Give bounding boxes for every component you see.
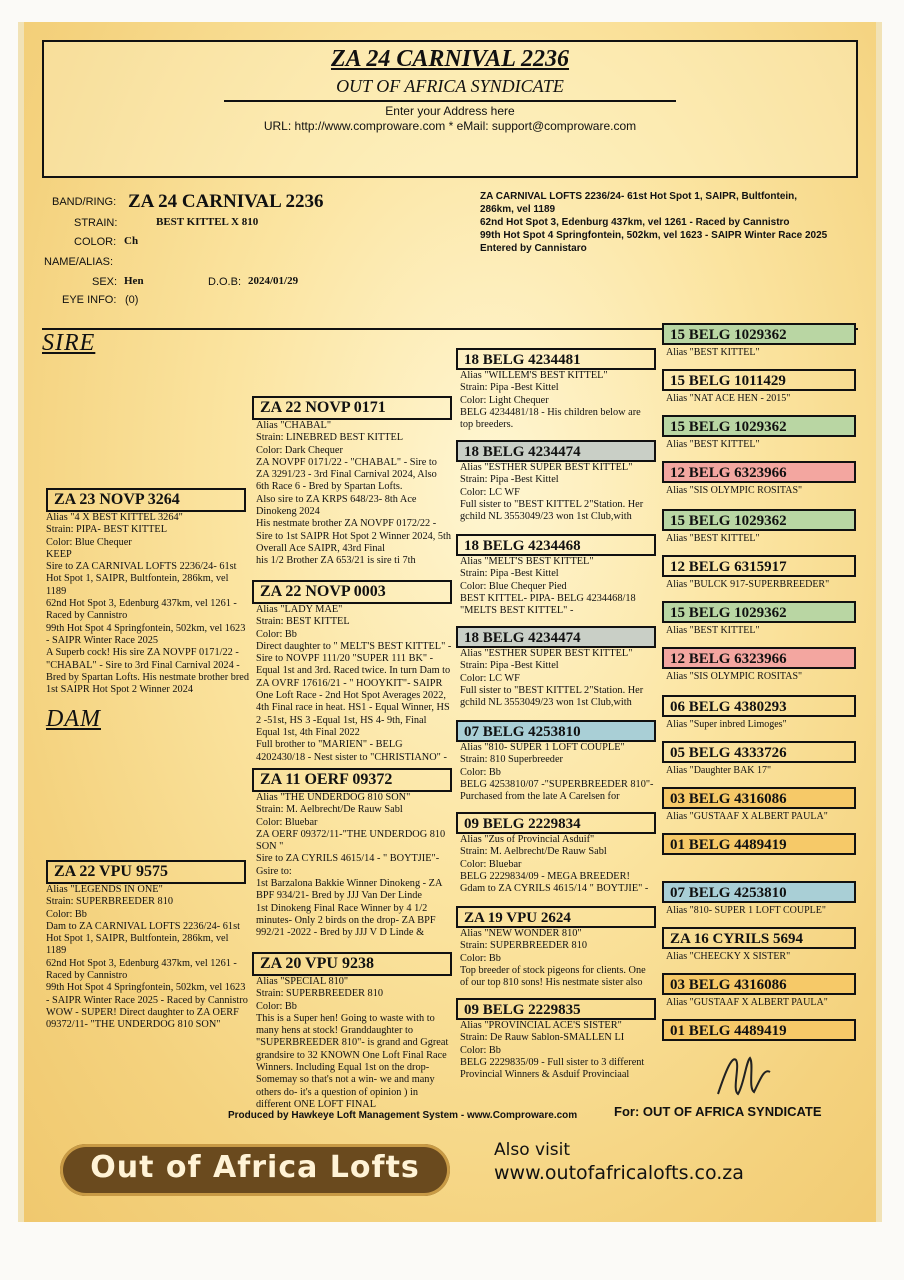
gen3-details-5: Alias "810- SUPER 1 LOFT COUPLE" Strain: 810 Superbreeder Color: Bb BELG 4253810/07 -"SUPERBREEDER 810"- Purchased from the late A Carelsen for xyxy=(460,742,654,803)
gen2-band-2: ZA 22 NOVP 0003 xyxy=(252,580,452,604)
gen3-band-2: 18 BELG 4234474 xyxy=(456,440,656,462)
name-label: NAME/ALIAS: xyxy=(44,256,114,268)
gen4-band-4: 12 BELG 6323966 xyxy=(662,461,856,483)
gen4-band-12: 01 BELG 4489419 xyxy=(662,833,856,855)
page-subtitle: OUT OF AFRICA SYNDICATE xyxy=(336,76,564,96)
gen2-details-4: Alias "SPECIAL 810" Strain: SUPERBREEDER 810 Color: Bb This is a Super hen! Going to waste with to many hens at stock! Granddaughter to "SUPERBREEDER 810"- is grand and Ggreat grandsire to 32 KNOWN One Loft Final Race Winners. Including Equal 1st on the drop- Somemay so that's not a win- we and many others do- it's a question of opinion ) in different ONE LOFT FINAL xyxy=(256,976,449,1110)
gen4-band-2: 15 BELG 1011429 xyxy=(662,369,856,391)
gen4-band-16: 01 BELG 4489419 xyxy=(662,1019,856,1041)
gen3-details-7: Alias "NEW WONDER 810" Strain: SUPERBREEDER 810 Color: Bb Top breeder of stock pigeons for clients. One of our top 810 sons! His nestmate sister also xyxy=(460,928,646,989)
sex-label: SEX: xyxy=(92,276,118,288)
gen4-alias-6: Alias "BULCK 917-SUPERBREEDER" xyxy=(666,579,830,590)
gen3-band-6: 09 BELG 2229834 xyxy=(456,812,656,834)
gen4-band-15: 03 BELG 4316086 xyxy=(662,973,856,995)
dob-label: D.O.B: xyxy=(208,276,242,288)
gen2-band-3: ZA 11 OERF 09372 xyxy=(252,768,452,792)
gen3-band-8: 09 BELG 2229835 xyxy=(456,998,656,1020)
race-results: ZA CARNIVAL LOFTS 2236/24- 61st Hot Spot 1, SAIPR, Bultfontein, 286km, vel 1189 62nd Hot Spot 3, Edenburg 437km, vel 1261 - Raced by Cannistro 99th Hot Spot 4 Springfontein, 502km, vel 1623 - SAIPR Winter Race 2025 Entered by Cannistaro xyxy=(480,191,828,254)
out-of-africa-lofts-logo xyxy=(60,1144,450,1196)
gen3-details-1: Alias "WILLEM'S BEST KITTEL" Strain: Pipa -Best Kittel Color: Light Chequer BELG 4234481/18 - His children below are top breeders. xyxy=(460,370,641,431)
dam-band: ZA 22 VPU 9575 xyxy=(46,860,246,884)
gen2-details-3: Alias "THE UNDERDOG 810 SON" Strain: M. Aelbrecht/De Rauw Sabl Color: Bluebar ZA OERF 09372/11-"THE UNDERDOG 810 SON " Sire to ZA CYRILS 4615/14 - " BOYTJIE"- Gsire to: 1st Barzalona Bakkie Winner Dinokeng - ZA BPF 934/21- Bred by JJJ Van Der Linde 1st Dinokeng Final Race Winner by 4 1/2 minutes- Only 2 birds on the drop- ZA BPF 992/21 -2022 - Bred by JJJ V D Linde & xyxy=(256,792,446,939)
gen4-alias-5: Alias "BEST KITTEL" xyxy=(666,533,760,544)
strain-label: STRAIN: xyxy=(74,217,118,229)
gen4-alias-4: Alias "SIS OLYMPIC ROSITAS" xyxy=(666,485,803,496)
gen4-band-10: 05 BELG 4333726 xyxy=(662,741,856,763)
gen4-alias-15: Alias "GUSTAAF X ALBERT PAULA" xyxy=(666,997,828,1008)
address-line: Enter your Address here xyxy=(385,104,515,118)
website-link[interactable]: www.outofafricalofts.co.za xyxy=(494,1162,744,1184)
gen4-band-1: 15 BELG 1029362 xyxy=(662,323,856,345)
gen3-details-3: Alias "MELT'S BEST KITTEL" Strain: Pipa -Best Kittel Color: Blue Chequer Pied BEST KITTEL- PIPA- BELG 4234468/18 "MELTS BEST KITTEL" - xyxy=(460,556,636,617)
gen4-band-14: ZA 16 CYRILS 5694 xyxy=(662,927,856,949)
strain-value: BEST KITTEL X 810 xyxy=(156,216,259,228)
color-label: COLOR: xyxy=(74,236,117,248)
gen3-band-1: 18 BELG 4234481 xyxy=(456,348,656,370)
gen3-band-7: ZA 19 VPU 2624 xyxy=(456,906,656,928)
sire-heading: SIRE xyxy=(42,330,96,356)
gen4-alias-14: Alias "CHEECKY X SISTER" xyxy=(666,951,791,962)
gen2-details-1: Alias "CHABAL" Strain: LINEBRED BEST KITTEL Color: Dark Chequer ZA NOVPF 0171/22 - "CHABAL" - Sire to ZA 3291/23 - 3rd Final Carnival 2024, Also 6th Race 6 - Bred by Spartan Lofts. Also sire to ZA KRPS 648/23- 8th Ace Dinokeng 2024 His nestmate brother ZA NOVPF 0172/22 - Sire to 1st SAIPR Hot Spot 2 Winner 2024, 5th Overall Ace SAIPR, 43rd Final his 1/2 Brother ZA 653/21 is sire ti 7th xyxy=(256,420,452,567)
gen4-band-9: 06 BELG 4380293 xyxy=(662,695,856,717)
dam-details: Alias "LEGENDS IN ONE" Strain: SUPERBREEDER 810 Color: Bb Dam to ZA CARNIVAL LOFTS 2236/24- 61st Hot Spot 1, SAIPR, Bultfontein, 286km, vel 1189 62nd Hot Spot 3, Edenburg 437km, vel 1261 - Raced by Cannistro 99th Hot Spot 4 Springfontein, 502km, vel 1623 - SAIPR Winter Race 2025 - Raced by Cannistro WOW - SUPER! Direct daughter to ZA OERF 09372/11- "THE UNDERDOG 810 SON" xyxy=(46,884,248,1031)
gen4-band-11: 03 BELG 4316086 xyxy=(662,787,856,809)
color-value: Ch xyxy=(124,235,139,247)
gen4-band-3: 15 BELG 1029362 xyxy=(662,415,856,437)
gen4-alias-13: Alias "810- SUPER 1 LOFT COUPLE" xyxy=(666,905,826,916)
dob-value: 2024/01/29 xyxy=(248,275,299,287)
sire-details: Alias "4 X BEST KITTEL 3264" Strain: PIPA- BEST KITTEL Color: Blue Chequer KEEP Sire to ZA CARNIVAL LOFTS 2236/24- 61st Hot Spot 1, SAIPR, Bultfontein, 286km, vel 1189 62nd Hot Spot 3, Edenburg 437km, vel 1261 - Raced by Cannistro 99th Hot Spot 4 Springfontein, 502km, vel 1623 - SAIPR Winter Race 2025 A Superb cock! His sire ZA NOVPF 0171/22 - "CHABAL" - Sire to 3rd Final Carnival 2024 - Bred by Spartan Lofts. His nestmate brother bred 1st SAIPR Hot Spot 2 Winner 2024 xyxy=(46,512,250,696)
gen4-alias-9: Alias "Super inbred Limoges" xyxy=(666,719,787,730)
produced-by: Produced by Hawkeye Loft Management System - www.Comproware.com xyxy=(228,1110,578,1121)
signature-mark xyxy=(712,1050,782,1102)
gen4-alias-2: Alias "NAT ACE HEN - 2015" xyxy=(666,393,791,404)
url-line: URL: http://www.comproware.com * eMail: support@comproware.com xyxy=(263,119,637,133)
also-visit: Also visit xyxy=(494,1140,571,1160)
gen2-band-1: ZA 22 NOVP 0171 xyxy=(252,396,452,420)
gen4-alias-10: Alias "Daughter BAK 17" xyxy=(666,765,772,776)
sire-band: ZA 23 NOVP 3264 xyxy=(46,488,246,512)
band-value: ZA 24 CARNIVAL 2236 xyxy=(128,191,324,212)
gen3-details-6: Alias "Zus of Provincial Asduif" Strain: M. Aelbrecht/De Rauw Sabl Color: Bluebar BELG 2229834/09 - MEGA BREEDER! Gdam to ZA CYRILS 4615/14 " BOYTJIE" - xyxy=(460,834,649,895)
gen3-band-3: 18 BELG 4234468 xyxy=(456,534,656,556)
gen4-band-7: 15 BELG 1029362 xyxy=(662,601,856,623)
gen3-details-2: Alias "ESTHER SUPER BEST KITTEL" Strain: Pipa -Best Kittel Color: LC WF Full sister to "BEST KITTEL 2"Station. Her gchild NL 3553049/23 won 1st Club,with xyxy=(460,462,644,523)
gen4-alias-3: Alias "BEST KITTEL" xyxy=(666,439,760,450)
gen4-alias-8: Alias "SIS OLYMPIC ROSITAS" xyxy=(666,671,803,682)
gen4-band-13: 07 BELG 4253810 xyxy=(662,881,856,903)
for-line: For: OUT OF AFRICA SYNDICATE xyxy=(614,1104,822,1119)
gen3-details-4: Alias "ESTHER SUPER BEST KITTEL" Strain: Pipa -Best Kittel Color: LC WF Full sister to "BEST KITTEL 2"Station. Her gchild NL 3553049/23 won 1st Club,with xyxy=(460,648,644,709)
dam-heading: DAM xyxy=(46,706,101,732)
page-title: ZA 24 CARNIVAL 2236 xyxy=(330,46,570,72)
gen4-band-5: 15 BELG 1029362 xyxy=(662,509,856,531)
logo-text: Out of Africa Lofts xyxy=(90,1150,420,1185)
gen4-alias-1: Alias "BEST KITTEL" xyxy=(666,347,760,358)
band-label: BAND/RING: xyxy=(52,196,117,208)
sex-value: Hen xyxy=(124,275,144,287)
gen3-details-8: Alias "PROVINCIAL ACE'S SISTER" Strain: De Rauw Sablon-SMALLEN LI Color: Bb BELG 2229835/09 - Full sister to 3 different Provincial Winners & Asduif Provinciaal xyxy=(460,1020,645,1081)
header-frame xyxy=(42,40,858,178)
eye-label: EYE INFO: xyxy=(62,294,117,306)
gen2-band-4: ZA 20 VPU 9238 xyxy=(252,952,452,976)
gen2-details-2: Alias "LADY MAE" Strain: BEST KITTEL Color: Bb Direct daughter to " MELT'S BEST KITTEL" - Sire to NOVPF 111/20 "SUPER 111 BK" - Equal 1st and 3rd. Raced twice. In turn Dam to ZA OVRF 17616/21 - " HOOYKIT"- SAIPR One Loft Race - 2nd Hot Spot Averages 2022, 4th Final race in heat. HS1 - Equal Winner, HS 2 -51st, HS 3 -Equal 1st, HS 4- 9th, Final Equal 1st, 4th Final 2022 Full brother to "MARIEN" - BELG 4202430/18 - Nest sister to "CHRISTIANO" - xyxy=(256,604,452,763)
gen3-band-5: 07 BELG 4253810 xyxy=(456,720,656,742)
gen4-band-6: 12 BELG 6315917 xyxy=(662,555,856,577)
gen4-alias-7: Alias "BEST KITTEL" xyxy=(666,625,760,636)
gen4-band-8: 12 BELG 6323966 xyxy=(662,647,856,669)
title-rule xyxy=(224,100,676,102)
gen3-band-4: 18 BELG 4234474 xyxy=(456,626,656,648)
eye-value: (0) xyxy=(125,294,139,306)
gen4-alias-11: Alias "GUSTAAF X ALBERT PAULA" xyxy=(666,811,828,822)
